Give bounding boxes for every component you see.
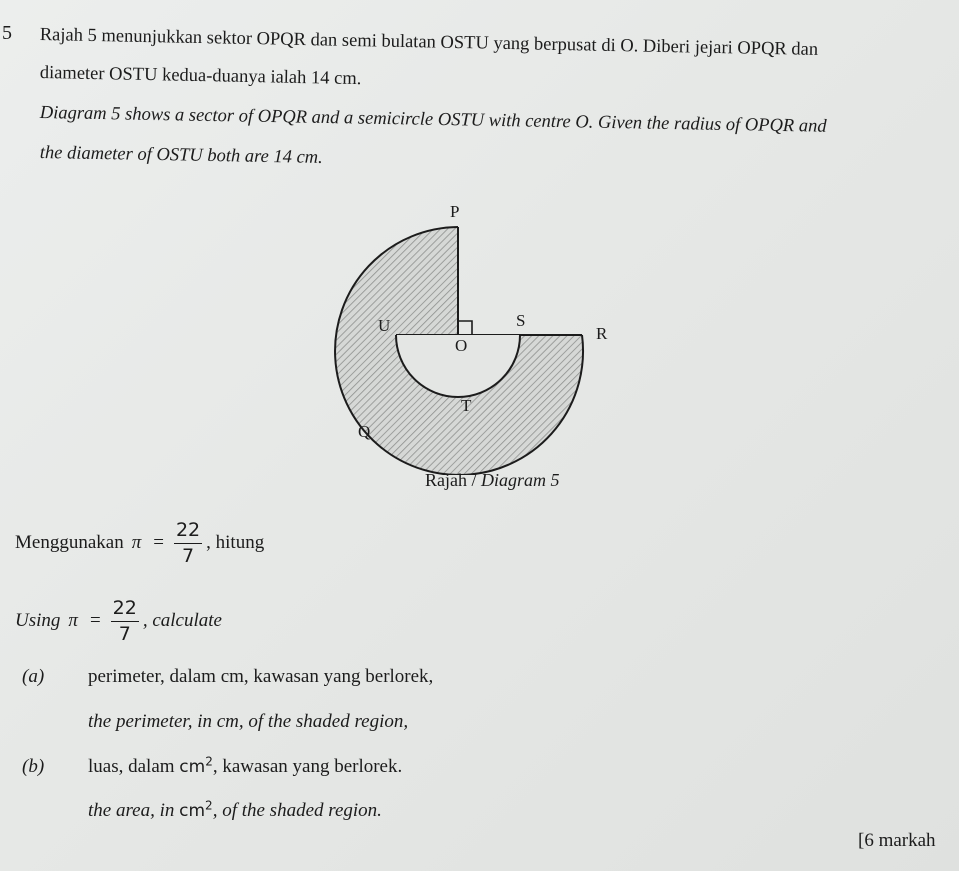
part-b-english: [88, 800, 382, 822]
fraction-denominator: 7: [182, 544, 195, 567]
fraction-denominator-en: 7: [118, 622, 131, 645]
part-b-malay-prefix: luas, dalam: [88, 756, 175, 777]
label-p: P: [450, 202, 460, 221]
instruction-english-prefix: Using: [15, 610, 61, 632]
intro-malay-line-1: Rajah 5 menunjukkan sektor OPQR dan semi bulatan OSTU yang berpusat di O. Diberi jejari OPQR dan: [39, 25, 819, 60]
instruction-malay-prefix: Menggunakan: [15, 532, 124, 554]
diagram-caption: [425, 470, 560, 491]
caption-malay: Rajah /: [425, 470, 477, 490]
unit-power-en: 2: [205, 798, 213, 813]
part-b-unit-en: [179, 798, 213, 821]
fraction-numerator-en: 22: [111, 598, 139, 622]
unit-cm-en: cm: [179, 801, 206, 821]
intro-malay-line-2: diameter OSTU kedua-duanya ialah 14 cm.: [39, 63, 362, 90]
label-t: T: [461, 396, 472, 415]
label-u: U: [378, 316, 391, 335]
instruction-malay: [15, 520, 264, 567]
instruction-english-suffix: , calculate: [142, 610, 222, 632]
diagram-5: [300, 185, 630, 475]
marks-label: [6 markah: [858, 830, 936, 851]
part-b-label: (b): [22, 756, 45, 777]
intro-english-line-1: Diagram 5 shows a sector of OPQR and a semicircle OSTU with centre O. Given the radius of OPQR and: [39, 103, 827, 137]
instruction-english: [15, 598, 222, 645]
equals-sign: =: [153, 532, 164, 554]
part-a-label: (a): [22, 666, 45, 687]
part-b-english-prefix: the area, in: [88, 800, 175, 821]
unit-cm: cm: [179, 757, 206, 777]
question-number: 5: [2, 22, 12, 44]
intro-english-line-2: the diameter of OSTU both are 14 cm.: [39, 143, 323, 168]
label-r: R: [596, 324, 608, 343]
pi-symbol-en: π: [68, 610, 78, 632]
right-angle-marker: [458, 321, 472, 335]
part-a-malay: perimeter, dalam cm, kawasan yang berlorek,: [88, 666, 434, 687]
label-o: O: [455, 336, 468, 355]
pi-fraction: [174, 520, 202, 567]
part-a-english: the perimeter, in cm, of the shaded region,: [88, 711, 409, 732]
part-b-malay: [88, 756, 402, 778]
part-b-unit: [179, 754, 213, 777]
pi-symbol: π: [131, 532, 142, 554]
caption-english: Diagram 5: [481, 470, 560, 490]
diagram-svg: [300, 185, 630, 475]
pi-fraction-en: [111, 598, 139, 645]
fraction-numerator: 22: [174, 520, 202, 544]
unit-power: 2: [205, 754, 213, 769]
equals-sign-en: =: [89, 610, 101, 632]
part-b-english-suffix: , of the shaded region.: [212, 800, 382, 821]
label-q: Q: [358, 422, 371, 441]
part-b-malay-suffix: , kawasan yang berlorek.: [212, 756, 403, 777]
instruction-malay-suffix: , hitung: [206, 532, 265, 554]
label-s: S: [516, 311, 526, 330]
